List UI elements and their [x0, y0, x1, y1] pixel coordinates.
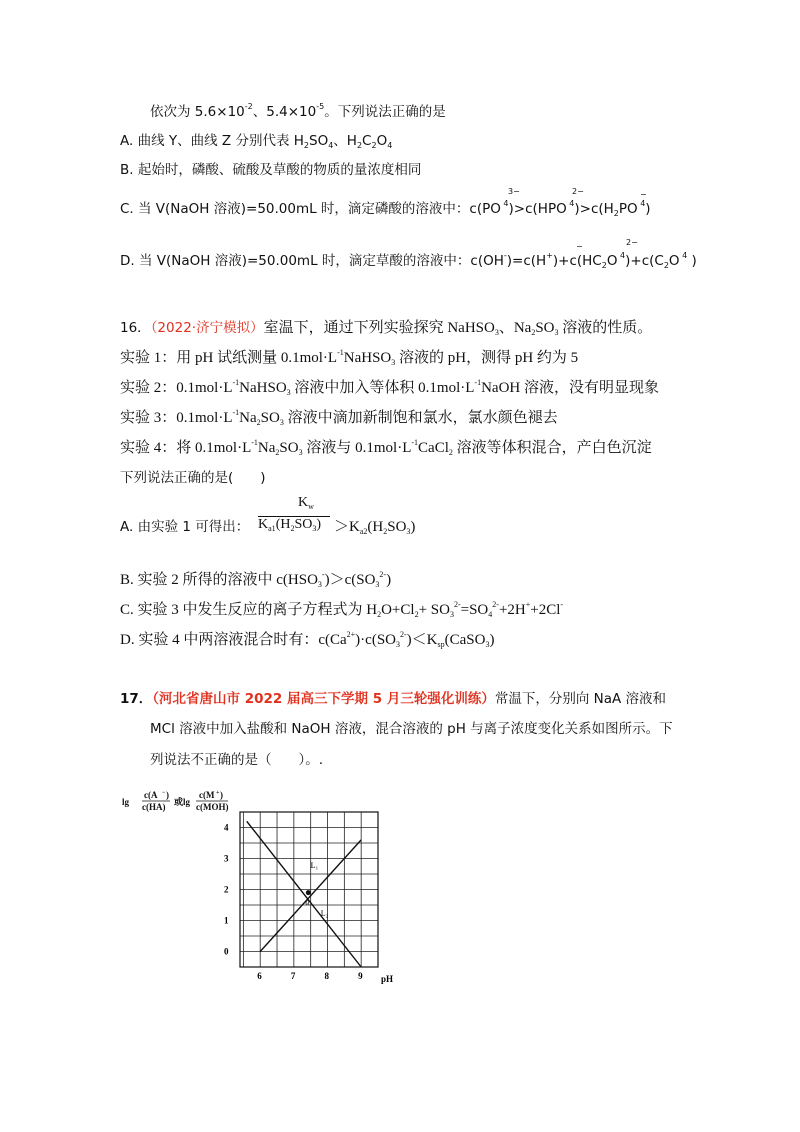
y-tick-label: 4	[224, 822, 229, 833]
q16-experiment-2: 实验 2：$0.1mol\cdot L^{-1}NaHSO_3$ 溶液中加入等体积 $0.1mol\cdot L^{-1}NaOH$ 溶液，没有明显现象	[120, 378, 659, 397]
q16-experiment-3: 实验 3：$0.1mol\cdot L^{-1}Na_2SO_3$ 溶液中滴加新制饱和氯水，氯水颜色褪去	[120, 408, 558, 427]
q16-question: 下列说法正确的是( )	[120, 470, 266, 486]
y-axis-label	[122, 790, 228, 812]
q17-stem-line-3: 列说法不正确的是（ ）。.	[150, 752, 324, 768]
svg-text:−: −	[162, 790, 166, 796]
q16-option-a-prefix: A. 由实验 1 可得出：	[120, 519, 250, 535]
series-label: L₂	[320, 908, 329, 918]
svg-text:c(A: c(A	[144, 790, 158, 800]
q16-experiment-1: 实验 1：用 pH 试纸测量 $0.1mol\cdot L^{-1}NaHSO_3$ 溶液的 pH，测得 pH 约为 5	[120, 348, 579, 367]
q16-experiment-4: 实验 4：将 $0.1mol\cdot L^{-1}Na_2SO_3$ 溶液与 $0.1mol\cdot L^{-1}CaCl_2$ 溶液等体积混合，产白色沉淀	[120, 438, 652, 457]
q15-option-c: C. 当 V(NaOH 溶液)=50.00mL 时，滴定磷酸的溶液中：c(PO $^4$)>c(HPO $^4)>c(H_2PO$ $^4$)	[120, 199, 651, 218]
svg-text:c(HA): c(HA)	[142, 802, 166, 812]
ph-chart	[120, 785, 440, 1000]
series-label: L₁	[310, 860, 319, 870]
q17-header	[120, 689, 666, 709]
svg-text:lg: lg	[122, 797, 130, 807]
svg-text:): )	[220, 790, 223, 800]
x-tick-label: 8	[324, 971, 330, 981]
q16-option-c: C. 实验 3 中发生反应的离子方程式为 $H_2O+Cl_2+ SO_3^{2-}=SO_4^{2-}+2H^++2Cl^-$	[120, 600, 564, 619]
q17-stem-line-2: MCl 溶液中加入盐酸和 NaOH 溶液，混合溶液的 pH 与离子浓度变化关系如图所示。下	[150, 721, 673, 737]
q15-charge-label: 3−	[508, 187, 520, 196]
svg-text:c(M: c(M	[199, 790, 215, 800]
y-tick-label: 3	[224, 853, 229, 864]
q15-charge-label: −	[576, 242, 583, 251]
svg-text:): )	[166, 790, 169, 800]
q15-option-a: A. 曲线 Y、曲线 Z 分别代表 $H_2SO_4$、$H_2C_2O_4$	[120, 133, 393, 150]
q17-number: 17．	[120, 691, 153, 707]
x-tick-label: 7	[290, 971, 296, 981]
q16-option-b: B. 实验 2 所得的溶液中 $c(HSO_3^-)>c(SO_3^{2-})$	[120, 570, 392, 589]
q16-number: 16．	[120, 320, 151, 336]
q15-charge-label: 2−	[626, 238, 638, 247]
q15-option-d: D. 当 V(NaOH 溶液)=50.00mL 时，滴定草酸的溶液中：$c(OH^-)=c(H^+)+c(HC_2O$ $^4)+c(C_2O$ $^4$ )	[120, 251, 697, 270]
y-tick-label: 0	[224, 946, 229, 957]
chart-grid	[240, 812, 378, 967]
svg-text:或lg: 或lg	[174, 797, 191, 807]
q15-option-b: B. 起始时，磷酸、硫酸及草酸的物质的量浓度相同	[120, 162, 422, 178]
q15-charge-label: −	[640, 190, 647, 199]
intersection-point	[306, 890, 311, 895]
x-tick-label: 9	[358, 971, 363, 981]
y-tick-label: 2	[224, 884, 229, 895]
q17-source: （河北省唐山市 2022 届高三下学期 5 月三轮强化训练）	[152, 691, 495, 707]
q15-charge-label: 2−	[572, 187, 584, 196]
q16-fraction-denominator: $K_{a1}(H_2SO_3)$	[258, 517, 322, 533]
q16-stem: 室温下，通过下列实验探究 NaHSO$_3$、$Na_2SO_3$ 溶液的性质。	[263, 320, 653, 337]
x-tick-label: 6	[257, 971, 262, 981]
q16-header	[120, 318, 652, 340]
q15-intro: 依次为 $5.6\times 10^{-2}$、$5.4\times 10^{-5}$。下列说法正确的是	[150, 102, 446, 120]
x-axis-label: pH	[381, 974, 394, 984]
q16-source: （2022·济宁模拟）	[150, 320, 264, 336]
annotation-label: a	[305, 897, 310, 907]
y-tick-label: 1	[224, 915, 229, 926]
q17-stem-line-1: 常温下，分别向 NaA 溶液和	[494, 691, 667, 707]
q16-option-d: D. 实验 4 中两溶液混合时有：$c(Ca^{2+})\cdot c(SO_3^{2-})<K_{sp}(CaSO_3)$	[120, 630, 495, 649]
q16-option-a-suffix: $>K_{a2}(H_2SO_3)$	[334, 519, 416, 536]
svg-text:c(MOH): c(MOH)	[196, 802, 229, 812]
q16-fraction-numerator: $K_w$	[298, 495, 314, 511]
svg-text:+: +	[216, 790, 220, 796]
